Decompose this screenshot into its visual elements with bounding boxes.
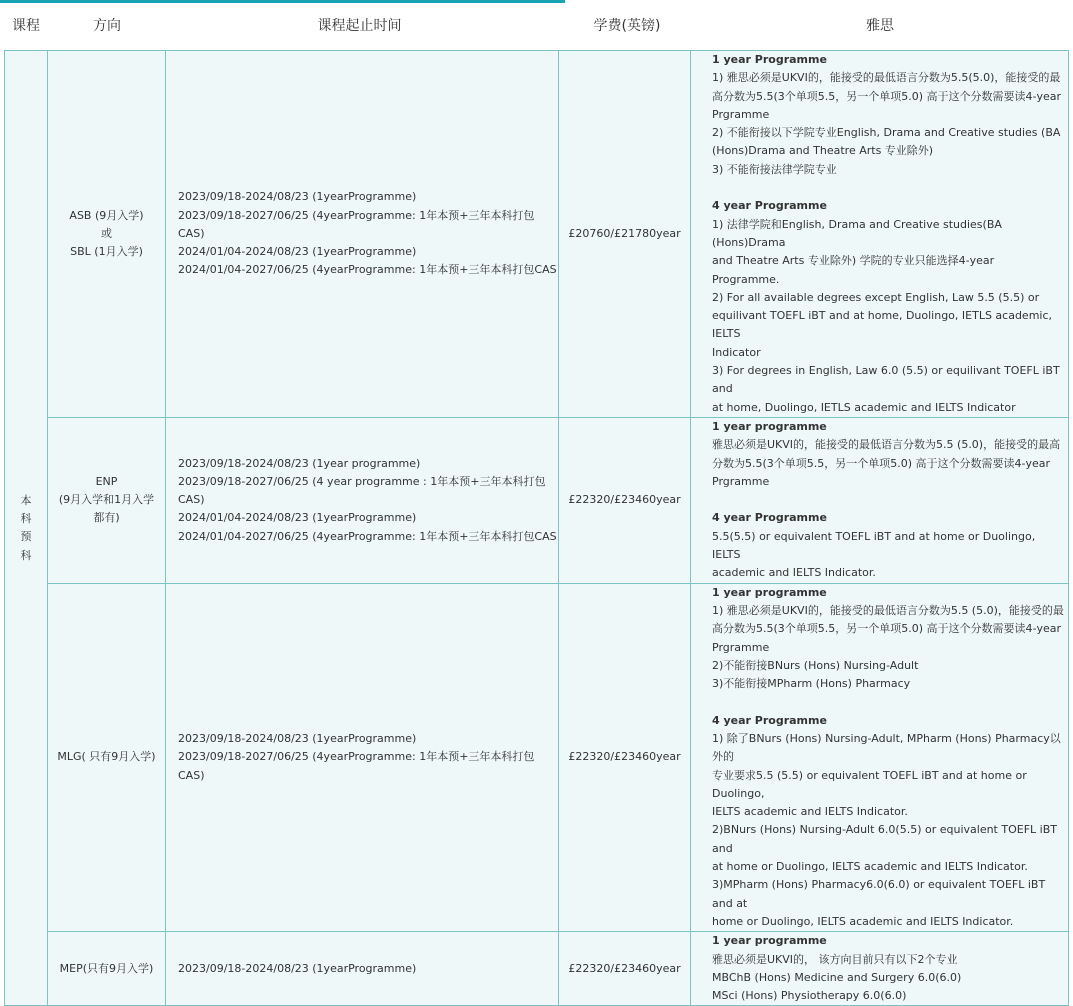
direction-line: SBL (1月入学) <box>70 245 143 259</box>
ielts-programme-heading: 1 year Programme <box>712 53 827 66</box>
ielts-requirement-line: 3)不能衔接MPharm (Hons) Pharmacy <box>712 677 911 691</box>
ielts-requirement-line: 雅思必须是UKVI的，能接受的最低语言分数为5.5 (5.0)，能接受的最高 <box>712 438 1061 452</box>
header-fee: 学费(英镑) <box>593 18 661 34</box>
table-row <box>5 417 1069 583</box>
ielts-spacer <box>712 693 1064 711</box>
header-dates: 课程起止时间 <box>317 18 402 34</box>
ielts-cell <box>691 417 1069 583</box>
ielts-spacer <box>712 491 1064 509</box>
ielts-requirement-line: IELTS academic and IELTS Indicator. <box>712 805 908 819</box>
fee-cell: £22320/£23460year <box>559 583 691 932</box>
ielts-cell <box>691 932 1069 1006</box>
ielts-requirement-line: 1) 雅思必须是UKVI的，能接受的最低语言分数为5.5(5.0)，能接受的最 <box>712 71 1061 85</box>
ielts-programme-heading: 4 year Programme <box>712 511 827 525</box>
fee-cell: £22320/£23460year <box>559 417 691 583</box>
ielts-requirement-line: 3) For degrees in English, Law 6.0 (5.5) or equilivant TOEFL iBT and <box>712 364 1060 396</box>
ielts-requirement-line: Prgramme <box>712 474 770 488</box>
ielts-requirement-line: MSci (Hons) Physiotherapy 6.0(6.0) <box>712 989 907 1003</box>
ielts-requirement-line: 3)MPharm (Hons) Pharmacy6.0(6.0) or equivalent TOEFL iBT and at <box>712 878 1046 910</box>
date-range-line: 2024/01/04-2024/08/23 (1yearProgramme) <box>178 511 417 525</box>
ielts-spacer <box>712 179 1064 197</box>
ielts-requirement-line: (Hons)Drama and Theatre Arts 专业除外) <box>712 144 934 158</box>
date-range-line: 2024/01/04-2027/06/25 (4yearProgramme: 1年本预+三年本科打包CAS <box>178 263 557 277</box>
ielts-requirement-line: 3) 不能衔接法律学院专业 <box>712 162 837 176</box>
ielts-requirement-line: MBChB (Hons) Medicine and Surgery 6.0(6.0) <box>712 970 962 984</box>
course-name-char: 科 <box>20 548 32 562</box>
ielts-requirement-line: 2)不能衔接BNurs (Hons) Nursing-Adult <box>712 658 919 672</box>
direction-cell <box>48 417 166 583</box>
table-row <box>5 583 1069 932</box>
ielts-programme-heading: 4 year Programme <box>712 199 827 213</box>
dates-cell <box>166 51 559 418</box>
dates-cell <box>166 417 559 583</box>
dates-cell <box>166 583 559 932</box>
date-range-line: 2023/09/18-2024/08/23 (1year programme) <box>178 456 421 470</box>
ielts-cell <box>691 51 1069 418</box>
ielts-requirement-line: at home or Duolingo, IELTS academic and IELTS Indicator. <box>712 860 1028 874</box>
ielts-requirement-line: 高分数为5.5(3个单项5.5，另一个单项5.0) 高于这个分数需要读4-year <box>712 622 1062 636</box>
table-row <box>5 932 1069 1006</box>
ielts-requirement-line: 1) 雅思必须是UKVI的，能接受的最低语言分数为5.5 (5.0)，能接受的最 <box>712 603 1064 617</box>
date-range-line: 2023/09/18-2027/06/25 (4yearProgramme: 1年本预+三年本科打包CAS) <box>178 208 535 240</box>
fee-cell: £20760/£21780year <box>559 51 691 418</box>
date-range-line: 2023/09/18-2024/08/23 (1yearProgramme) <box>178 731 417 745</box>
ielts-requirement-line: 2)BNurs (Hons) Nursing-Adult 6.0(5.5) or equivalent TOEFL iBT and <box>712 823 1057 855</box>
ielts-requirement-line: 专业要求5.5 (5.5) or equivalent TOEFL iBT and at home or Duolingo, <box>712 768 1027 800</box>
ielts-requirement-line: and Theatre Arts 专业除外) 学院的专业只能选择4-year Programme. <box>712 254 995 286</box>
ielts-requirement-line: 5.5(5.5) or equivalent TOEFL iBT and at home or Duolingo, IELTS <box>712 529 1036 562</box>
ielts-requirement-line: 2) 不能衔接以下学院专业English, Drama and Creative studies (BA <box>712 126 1061 140</box>
date-range-line: 2024/01/04-2027/06/25 (4yearProgramme: 1年本预+三年本科打包CAS <box>178 529 557 543</box>
course-name-char: 科 <box>20 511 32 525</box>
direction-line: MLG( 只有9月入学) <box>57 750 156 764</box>
ielts-requirement-line: academic and IELTS Indicator. <box>712 566 876 580</box>
ielts-requirement-line: Prgramme <box>712 640 770 654</box>
course-name-char: 本 <box>20 493 32 507</box>
dates-cell <box>166 932 559 1006</box>
date-range-line: 2024/01/04-2024/08/23 (1yearProgramme) <box>178 245 417 259</box>
direction-line: 都有) <box>93 511 120 525</box>
ielts-requirement-line: Prgramme <box>712 107 770 121</box>
ielts-requirement-line: 2) For all available degrees except English, Law 5.5 (5.5) or <box>712 290 1040 304</box>
header-direction: 方向 <box>93 18 121 34</box>
date-range-line: 2023/09/18-2024/08/23 (1yearProgramme) <box>178 961 417 975</box>
ielts-cell <box>691 583 1069 932</box>
ielts-programme-heading: 1 year programme <box>712 585 827 599</box>
direction-cell <box>48 583 166 932</box>
course-name-char: 预 <box>20 530 32 544</box>
ielts-requirement-line: 分数为5.5(3个单项5.5，另一个单项5.0) 高于这个分数需要读4-year <box>712 456 1051 470</box>
header-course: 课程 <box>12 18 40 34</box>
table-row <box>5 51 1069 418</box>
programme-table <box>4 50 1069 1006</box>
ielts-requirement-line: equilivant TOEFL iBT and at home, Duolingo, IETLS academic, IELTS <box>712 309 1053 341</box>
direction-line: ASB (9月入学) <box>69 208 144 222</box>
ielts-programme-heading: 1 year programme <box>712 419 827 433</box>
ielts-programme-heading: 4 year Programme <box>712 713 827 727</box>
header-ielts: 雅思 <box>866 18 894 34</box>
date-range-line: 2023/09/18-2024/08/23 (1yearProgramme) <box>178 190 417 204</box>
ielts-requirement-line: 雅思必须是UKVI的， 该方向目前只有以下2个专业 <box>712 952 958 966</box>
ielts-requirement-line: at home, Duolingo, IETLS academic and IELTS Indicator <box>712 400 1016 414</box>
ielts-requirement-line: 1) 法律学院和English, Drama and Creative studies(BA (Hons)Drama <box>712 217 1002 249</box>
date-range-line: 2023/09/18-2027/06/25 (4 year programme : 1年本预+三年本科打包CAS) <box>178 474 546 507</box>
direction-line: 或 <box>101 226 112 240</box>
table-header <box>0 3 1073 49</box>
direction-line: (9月入学和1月入学 <box>58 493 155 507</box>
fee-cell: £22320/£23460year <box>559 932 691 1006</box>
direction-line: MEP(只有9月入学) <box>59 961 154 975</box>
ielts-requirement-line: 1) 除了BNurs (Hons) Nursing-Adult, MPharm (Hons) Pharmacy以外的 <box>712 731 1061 764</box>
ielts-requirement-line: 高分数为5.5(3个单项5.5，另一个单项5.0) 高于这个分数需要读4-year <box>712 89 1062 103</box>
course-name-cell <box>5 51 48 1006</box>
direction-cell <box>48 51 166 418</box>
ielts-requirement-line: Indicator <box>712 345 761 359</box>
direction-line: ENP <box>95 474 118 488</box>
date-range-line: 2023/09/18-2027/06/25 (4yearProgramme: 1年本预+三年本科打包CAS) <box>178 750 535 782</box>
ielts-requirement-line: home or Duolingo, IELTS academic and IELTS Indicator. <box>712 914 1014 928</box>
direction-cell <box>48 932 166 1006</box>
ielts-programme-heading: 1 year programme <box>712 934 827 948</box>
